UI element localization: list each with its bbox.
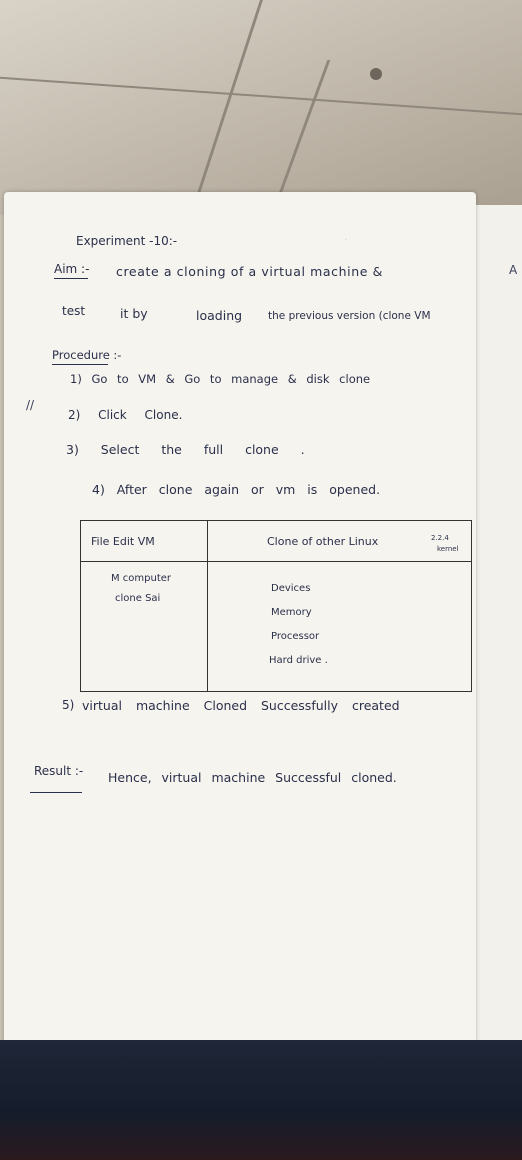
- ceiling-beam: [273, 60, 331, 210]
- table-window-title: Clone of other Linux: [267, 535, 379, 548]
- table-vm-clone: clone Sai: [115, 593, 161, 604]
- margin-mark-right: A: [509, 263, 518, 277]
- table-divider-vertical: [207, 521, 208, 691]
- facing-page: [470, 205, 522, 1045]
- procedure-step-2: 2) Click Clone.: [68, 408, 183, 422]
- aim-line2-a: test: [62, 304, 86, 318]
- ceiling-beam: [0, 77, 522, 116]
- procedure-step-3: 3) Select the full clone .: [66, 442, 305, 457]
- ceiling-light: [370, 68, 382, 80]
- procedure-underline: [52, 364, 108, 365]
- bleed-through: .: [344, 230, 348, 243]
- aim-line2-b: it by: [120, 306, 148, 321]
- ceiling-beam: [190, 0, 263, 215]
- notebook-page: [4, 192, 476, 1044]
- table-vm-name: M computer: [111, 573, 172, 584]
- aim-line2-c: loading: [196, 308, 243, 323]
- aim-line1: create a cloning of a virtual machine &: [116, 264, 383, 279]
- result-label: Result :-: [34, 764, 84, 778]
- result-underline: [30, 792, 82, 793]
- table-device-0: Devices: [271, 583, 311, 594]
- table-device-3: Hard drive .: [269, 655, 328, 666]
- table-device-2: Processor: [271, 631, 320, 642]
- table-device-1: Memory: [271, 607, 312, 618]
- experiment-title: Experiment -10:-: [76, 234, 178, 248]
- table-kernel: kernel: [437, 545, 459, 553]
- step5-text: virtual machine Cloned Successfully created: [82, 698, 400, 713]
- aim-underline: [54, 278, 88, 279]
- result-text: Hence, virtual machine Successful cloned.: [108, 770, 397, 785]
- desk-surface: [0, 1040, 522, 1160]
- procedure-label: Procedure :-: [52, 348, 122, 362]
- ceiling-background: [0, 0, 522, 215]
- table-menu-bar: File Edit VM: [91, 535, 155, 548]
- procedure-step-4: 4) After clone again or vm is opened.: [92, 482, 381, 497]
- aim-line2-d: the previous version (clone VM: [268, 310, 431, 322]
- step5-number: 5): [62, 698, 75, 712]
- margin-mark-left: //: [26, 398, 35, 412]
- aim-label: Aim :-: [54, 262, 90, 276]
- table-version: 2.2.4: [431, 534, 449, 542]
- table-divider-horizontal: [81, 561, 471, 562]
- procedure-step-1: 1) Go to VM & Go to manage & disk clone: [70, 372, 371, 386]
- vm-window-table: [80, 520, 472, 692]
